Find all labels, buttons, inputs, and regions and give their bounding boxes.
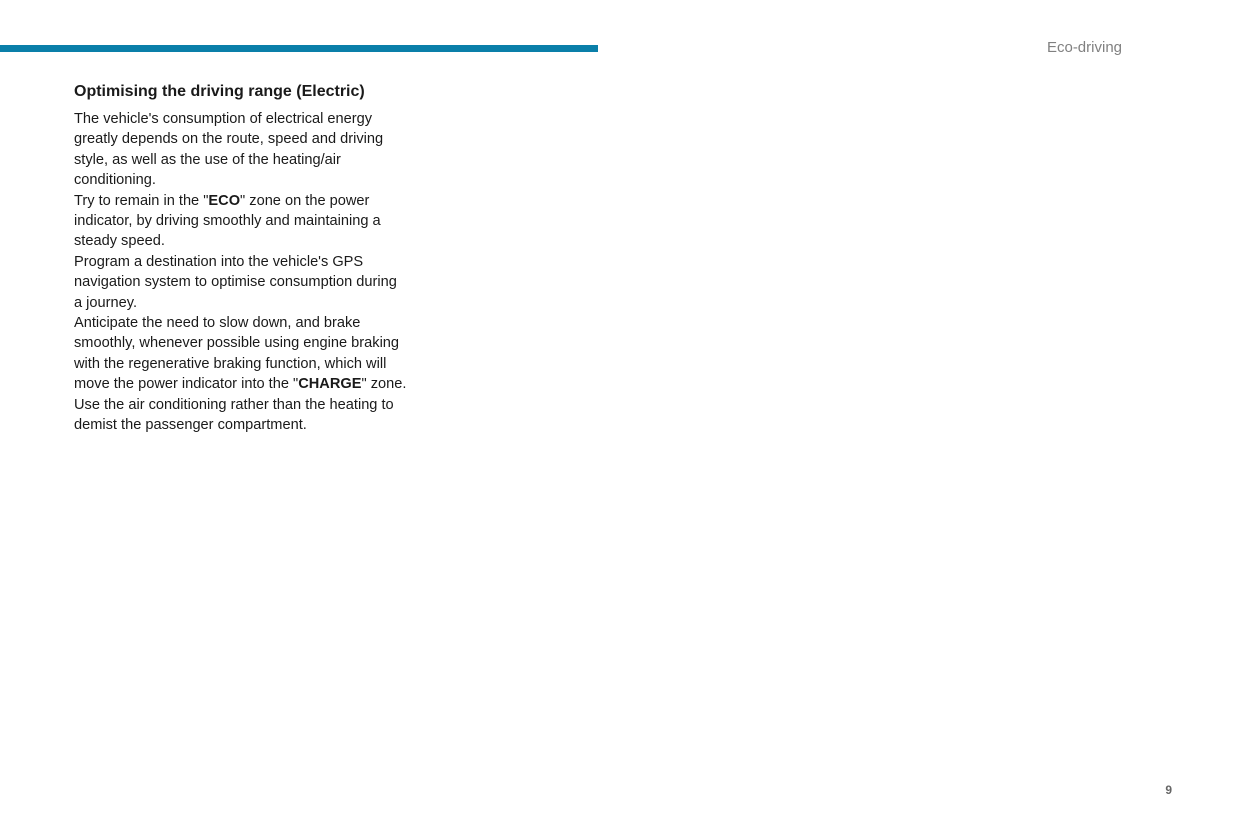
eco-keyword: ECO: [208, 192, 241, 209]
paragraph-regenerative-braking: [74, 313, 409, 395]
paragraph-eco-zone: [74, 191, 409, 252]
paragraph-energy-consumption: The vehicle's consumption of electrical energy greatly depends on the route, speed and driving style, as well as the use of the heating/air conditioning.: [74, 111, 384, 189]
section-heading: Optimising the driving range (Electric): [74, 83, 365, 100]
paragraph-air-conditioning: Use the air conditioning rather than the heating to demist the passenger compartment.: [74, 396, 394, 434]
paragraph-gps-navigation: Program a destination into the vehicle's GPS navigation system to optimise consumption during a journey.: [74, 253, 397, 311]
charge-keyword: CHARGE: [298, 376, 362, 393]
charge-text-before: Anticipate the need to slow down, and brake smoothly, whenever possible using engine braking with the regenerative braking function, which will move the power indicator into the ": [74, 315, 400, 393]
content-column: [74, 82, 409, 436]
charge-text-after: " zone.: [361, 376, 407, 393]
eco-text-before: Try to remain in the ": [74, 192, 209, 209]
page-number: 9: [1165, 783, 1172, 797]
section-title: Eco-driving: [1046, 39, 1122, 56]
header-accent-bar: [0, 45, 598, 52]
eco-text-after: " zone on the power indicator, by driving smoothly and maintaining a steady speed.: [74, 192, 381, 250]
